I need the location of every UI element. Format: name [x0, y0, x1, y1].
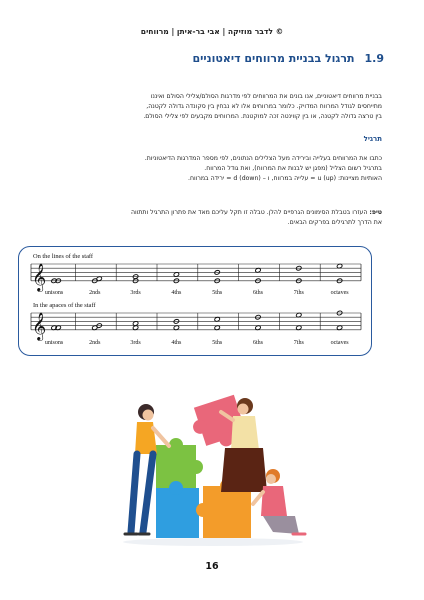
puzzle-teamwork-illustration	[113, 392, 313, 547]
interval-label: 5ths	[212, 290, 223, 296]
treble-clef-icon: 𝄞	[32, 311, 47, 340]
tip-paragraph	[32, 208, 382, 228]
exercise-line: כתבו את המרווחים בעלייה ובירידה מעל הצלילים הנתונים, לפי מספר המדרגות הדיאטוניות.	[144, 155, 382, 162]
interval-label: 5ths	[212, 340, 223, 346]
page-number: 16	[205, 561, 219, 572]
blue-puzzle-piece	[156, 481, 199, 538]
interval-label: 4ths	[171, 290, 182, 296]
exercise-heading: תרגיל	[363, 135, 382, 143]
exercise-paragraph	[32, 154, 382, 185]
interval-label: 7ths	[293, 290, 304, 296]
section-number: 1.9	[364, 52, 384, 65]
interval-label: unisons	[44, 290, 64, 296]
intro-line: בבניית מרווחים דיאטוניים, אנו בונים את המרווחים לפי מדרגות הסולם/צלילי הסולם ואיננו	[150, 93, 382, 100]
interval-label: 2nds	[89, 290, 101, 296]
interval-label: octaves	[330, 290, 349, 296]
interval-label: 6ths	[252, 290, 264, 296]
interval-label: 6ths	[252, 340, 264, 346]
treble-clef-icon: 𝄞	[32, 262, 47, 291]
green-puzzle-piece	[156, 438, 203, 488]
tip-text: העזרו בטבלת הסימונים הגרפיים להלן. טבלה זו תקל עליכם מאד את פתרון התרגיל ותתווה	[130, 209, 370, 216]
tip-line: את הדרך לתרגילים בפרקים הבאים.	[287, 219, 382, 227]
intro-line: מתייחסים לגודל המרווח המדויק. כלומר במרווחים אלו לא נבחין בין סקונדה גדולה לקטנה,	[146, 103, 382, 111]
interval-label: 3rds	[130, 290, 141, 296]
interval-label: 7ths	[293, 340, 304, 346]
interval-label: 4ths	[171, 340, 182, 346]
interval-staff-table	[18, 246, 372, 356]
running-head: © לדבר מוזיקה | אבי בר-איתן | מרווחים	[140, 27, 284, 36]
interval-label: 2nds	[89, 340, 101, 346]
intro-line: בין טרצה גדולה לקטנה, או בין קווינטה זכה למוקטנת. המרווחים מקבעים לפי צלילי הסולם.	[143, 113, 382, 121]
exercise-line: האותיות מציינות: u (up) = עלייה במרווח, ו – d (down) = ירידה במרווח.	[187, 175, 382, 183]
staff-row-title: On the lines of the staff	[33, 253, 94, 260]
exercise-line: בתרגיל רשום הצליל (מפגן יש לבנות את המרווח), ואת גודל המרווח.	[204, 165, 382, 173]
section-title	[192, 52, 384, 65]
interval-label: unisons	[44, 340, 64, 346]
intro-paragraph	[32, 92, 382, 123]
ground-shadow	[123, 538, 303, 546]
staff-row-title: In the apaces of the staff	[33, 302, 96, 309]
tip-label: טיפ:	[369, 209, 382, 216]
interval-label: 3rds	[130, 340, 141, 346]
section-title-text: תרגול בבניית מרווחים דיאטוניים	[192, 52, 355, 65]
staff-notation	[19, 247, 373, 357]
interval-label: octaves	[330, 340, 349, 346]
tip-line	[32, 208, 382, 218]
